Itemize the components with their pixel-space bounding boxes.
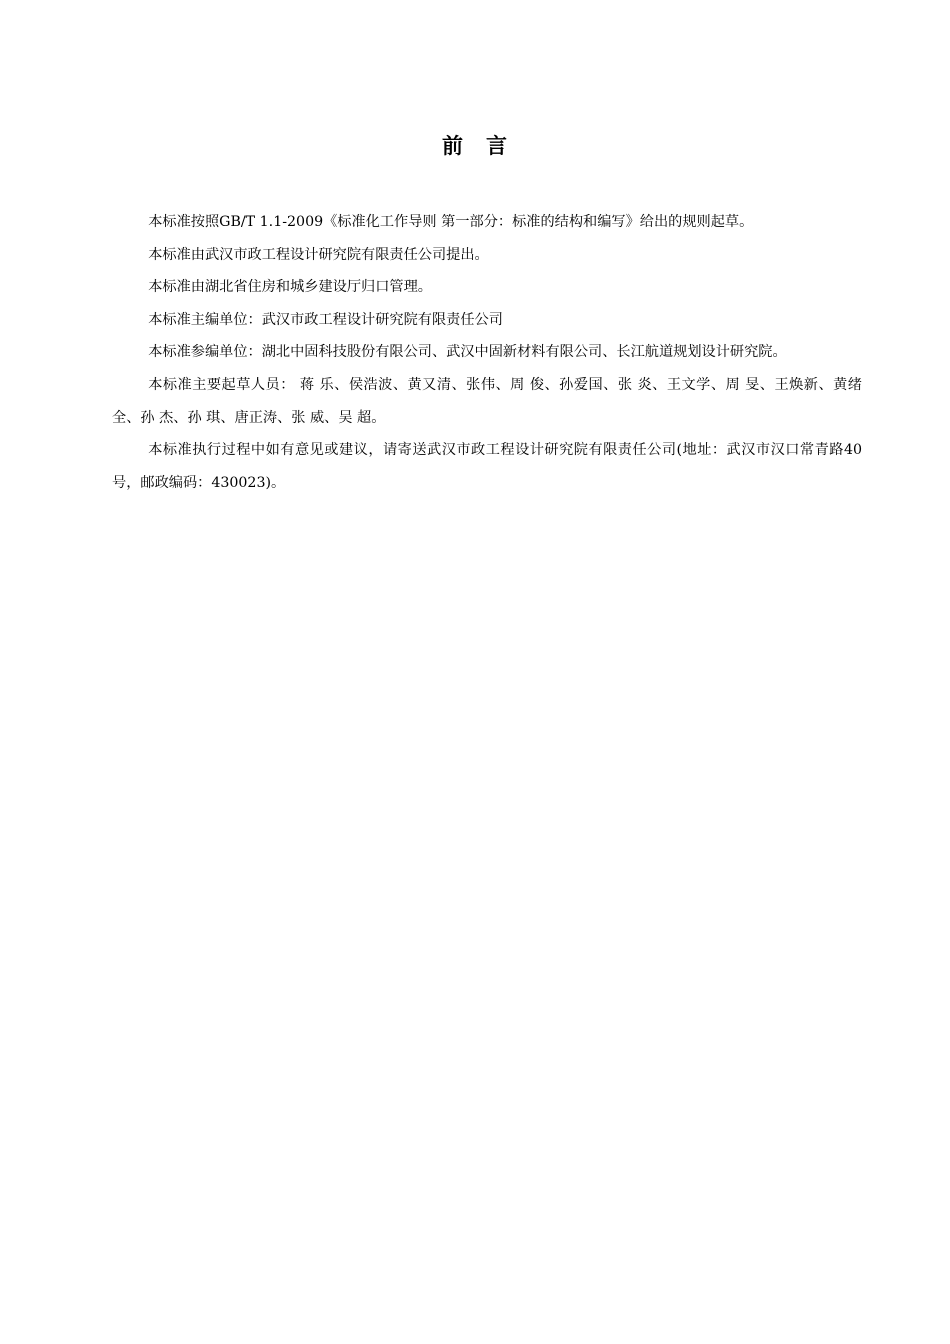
paragraph-participating-units: 本标准参编单位：湖北中固科技股份有限公司、武汉中固新材料有限公司、长江航道规划设计研究院。 — [148, 344, 787, 361]
paragraph-drafting-rules: 本标准按照GB/T 1.1-2009《标准化工作导则 第一部分：标准的结构和编写》给出的规则起草。 — [148, 214, 754, 230]
paragraph-proposer: 本标准由武汉市政工程设计研究院有限责任公司提出。 — [148, 246, 489, 263]
paragraph-administrator: 本标准由湖北省住房和城乡建设厅归口管理。 — [148, 279, 432, 296]
paragraph-drafters: 本标准主要起草人员： 蒋 乐、侯浩波、黄又清、张伟、周 俊、孙爱国、张 炎、王文学、周 旻、王焕新、黄绪全、孙 杰、孙 琪、唐正涛、张 威、吴 超。 — [112, 376, 862, 426]
page-title — [0, 128, 950, 164]
preface-body — [112, 206, 862, 499]
paragraph-feedback-contact: 本标准执行过程中如有意见或建议，请寄送武汉市政工程设计研究院有限责任公司(地址：武汉市汉口常青路40号，邮政编码：430023)。 — [112, 442, 862, 491]
paragraph-chief-editor: 本标准主编单位：武汉市政工程设计研究院有限责任公司 — [148, 311, 503, 328]
title-char-1: 前 — [442, 133, 464, 158]
title-char-2: 言 — [486, 133, 508, 158]
